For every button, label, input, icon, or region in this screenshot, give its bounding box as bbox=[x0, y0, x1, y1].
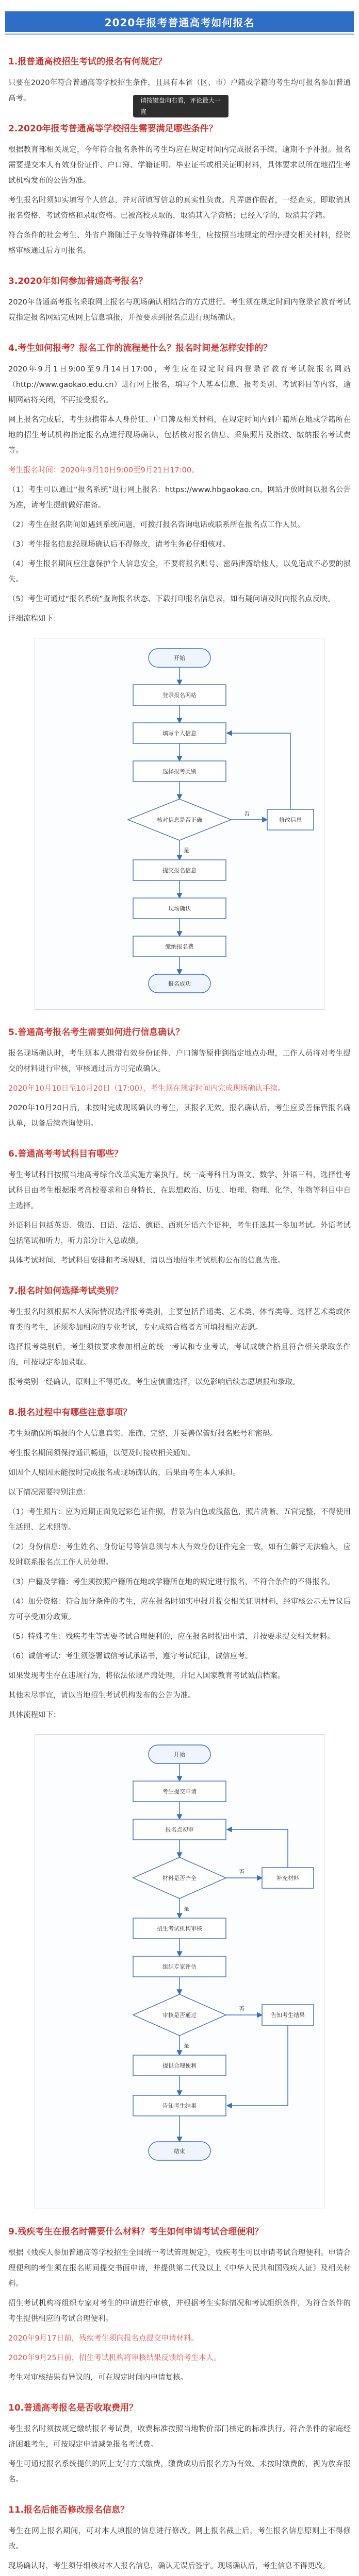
paragraph: 考生可通过报名系统提供的网上支付方式缴费，缴费成功后报名方为有效。未按时缴费的，视为放弃报名。 bbox=[8, 2460, 351, 2484]
paragraph: （1）考生可以通过“报名系统”进行网上报名：https://www.hbgaokao.cn，网站开放时间以报名公告为准，请考生提前做好准备。 bbox=[8, 486, 351, 510]
question-heading: 1.报普通高校招生考试的报名有何规定？ bbox=[8, 57, 167, 67]
flow-label: 提供合理便利 bbox=[162, 2062, 197, 2069]
flow-yes-label: 是 bbox=[184, 847, 189, 854]
paragraph: 符合条件的社会考生、外省户籍随迁子女等特殊群体考生，应按照当地规定的程序提交相关材料，经资格审核通过后方可报名。 bbox=[8, 231, 351, 255]
paragraph: 考生报名时须按规定缴纳报名考试费，收费标准按照当地物价部门核定的标准执行。符合条件的家庭经济困难考生，可按规定申请减免报名考试费。 bbox=[8, 2425, 351, 2449]
flow-label: 审核是否通过 bbox=[162, 2012, 197, 2019]
flow-label: 提交报名信息 bbox=[162, 867, 197, 874]
flow-label: 考生提交申请 bbox=[162, 1788, 197, 1795]
paragraph: （2）考生在报名期间如遇到系统问题，可拨打报名咨询电话或联系所在报名点工作人员。 bbox=[8, 521, 305, 529]
flowchart-svg bbox=[35, 638, 324, 1009]
paragraph: 2020年9月1日9:00至9月14日17:00，考生应在规定时间内登录省教育考试院报名网站（http://www.gaokao.edu.cn）进行网上报名，填写个人基本信息、报考类别、考试科目等内容，逾期网站将关闭，不再接受报名。 bbox=[8, 365, 351, 404]
highlight-paragraph: 2020年9月17日前，残疾考生须向报名点提交申请材料。 bbox=[8, 2334, 199, 2343]
flowchart-svg bbox=[35, 1735, 324, 2209]
flow-yes-label: 是 bbox=[184, 2042, 189, 2049]
question-heading: 6.普通高考考试科目有哪些？ bbox=[8, 1149, 123, 1159]
section-4 bbox=[8, 340, 351, 1010]
question-heading: 8.报名过程中有哪些注意事项？ bbox=[8, 1408, 132, 1418]
flow-no-label: 否 bbox=[239, 1869, 244, 1875]
article-body bbox=[0, 32, 359, 2576]
paragraph: 具体流程如下： bbox=[8, 1711, 61, 1719]
flow-label: 现场确认 bbox=[168, 905, 191, 912]
flow-label: 材料是否齐全 bbox=[162, 1875, 197, 1882]
flow-label: 修改信息 bbox=[279, 817, 302, 823]
section-6 bbox=[8, 1146, 351, 1268]
section-11 bbox=[8, 2502, 351, 2574]
flow-no-label: 否 bbox=[244, 810, 250, 817]
question-heading: 2.2020年报考普通高等学校招生需要满足哪些条件？ bbox=[8, 124, 218, 134]
flow-label: 开始 bbox=[174, 655, 185, 662]
flow-no-label: 否 bbox=[239, 2006, 244, 2012]
paragraph: 其他未尽事宜，请以当地招生考试机构发布的公告为准。 bbox=[8, 1691, 195, 1700]
paragraph: 详细流程如下： bbox=[8, 615, 61, 623]
paragraph: （4）加分资格：符合加分条件的考生，应在报名时如实申报并提交相关证明材料，经审核公示无异议后方可享受加分政策。 bbox=[8, 1598, 351, 1621]
paragraph: 招生考试机构将组织专家对考生的申请进行审核，并根据考生实际情况和考试组织条件，为符合条件的考生提供相应的考试合理便利。 bbox=[8, 2299, 351, 2323]
paragraph: 考生对审核结果有异议的，可在规定时间内申请复核。 bbox=[8, 2374, 188, 2382]
paragraph: 2020年普通高考报名采取网上报名与现场确认相结合的方式进行。考生须在规定时间内登录省教育考试院指定报名网站完成网上信息填报，并按要求到报名点进行现场确认。 bbox=[8, 298, 351, 322]
paragraph: （3）考生报名信息经现场确认后不得修改，请考生务必仔细核对。 bbox=[8, 540, 230, 549]
paragraph: 网上报名完成后，考生须携带本人身份证、户口簿及相关材料，在规定时间内到户籍所在地或学籍所在地的招生考试机构指定报名点进行现场确认，包括核对报名信息、采集照片及指纹、缴纳报名考试费等。 bbox=[8, 416, 351, 455]
paragraph: （5）考生可通过“报名系统”查询报名状态、下载打印报名信息表，如有疑问请及时向报名点反映。 bbox=[8, 595, 335, 603]
paragraph: 如果发现考生存在违规行为，将依法依规严肃处理，并记入国家教育考试诚信档案。 bbox=[8, 1672, 285, 1680]
paragraph: 根据教育部相关规定，今年符合报名条件的考生均应在规定时间内完成报名手续，逾期不予补报。报名需要提交本人有效身份证件、户口簿、学籍证明、毕业证书或相关证明材料，具体要求以所在地招生考试机构发布的公告为准。 bbox=[8, 146, 351, 185]
paragraph: 选择报考类别后，考生须按要求参加相应的统一考试和专业考试，考试成绩合格且符合相关录取条件的，可按规定参加录取。 bbox=[8, 1343, 351, 1367]
flow-label: 告知考生结果 bbox=[271, 2012, 305, 2019]
article-page bbox=[0, 11, 359, 2576]
flow-label: 告知考生结果 bbox=[162, 2103, 197, 2109]
paragraph: 以下情况需要特别注意： bbox=[8, 1488, 91, 1497]
paragraph: 具体考试时间、考试科目安排和考场规则，请以当地招生考试机构公布的信息为准。 bbox=[8, 1257, 285, 1265]
question-heading: 3.2020年如何参加普通高考报名？ bbox=[8, 276, 148, 286]
paragraph: （4）考生报名期间应注意保护个人信息安全，不要将报名账号、密码泄露给他人，以免造成不必要的损失。 bbox=[8, 560, 351, 584]
flow-label: 缴纳报名费 bbox=[165, 943, 194, 950]
flow-label: 组织专家评估 bbox=[162, 1963, 197, 1970]
registration-flowchart bbox=[35, 638, 324, 1010]
question-heading: 11.报名后能否修改报名信息？ bbox=[8, 2505, 129, 2515]
page-title: 2020年报考普通高考如何报名 bbox=[5, 11, 354, 32]
section-3 bbox=[8, 273, 351, 326]
paragraph: 2020年10月20日后，未按时完成现场确认的考生，其报名无效。报名确认后，考生应妥善保管报名确认单，以备后续查询使用。 bbox=[8, 1104, 351, 1128]
flow-label: 补充材料 bbox=[276, 1875, 299, 1882]
paragraph: 考生在网上报名期间，可对本人填报的信息进行修改。网上报名截止后，考生报名信息原则上不得修改。 bbox=[8, 2527, 351, 2551]
paragraph: 报名现场确认时，考生须本人携带有效身份证件、户口簿等原件到指定地点办理，工作人员将对考生提交的材料进行审核，审核通过后方可完成确认。 bbox=[8, 1049, 351, 1073]
paragraph: （2）身份信息：考生姓名、身份证号等信息须与本人有效身份证件完全一致，如有生僻字无法输入，应及时联系报名点工作人员处理。 bbox=[8, 1543, 351, 1567]
highlight-paragraph: 2020年9月25日前，招生考试机构将审核结果反馈给考生本人。 bbox=[8, 2354, 221, 2362]
paragraph: （6）诚信考试：考生须签署诚信考试承诺书，遵守考试纪律，诚信应考。 bbox=[8, 1652, 253, 1660]
paragraph: 考生须确保所填报的个人信息真实、准确、完整，并妥善保管好报名账号和密码。 bbox=[8, 1430, 278, 1438]
paragraph: 考生考试科目按照当地高考综合改革实施方案执行。统一高考科目为语文、数学、外语三科，选择性考试科目由考生根据报考高校要求和自身特长，在思想政治、历史、地理、物理、化学、生物等科目中自主选择。 bbox=[8, 1171, 351, 1210]
flow-yes-label: 是 bbox=[184, 1905, 189, 1912]
question-heading: 7.报名时如何选择考试类别？ bbox=[8, 1286, 123, 1296]
section-8 bbox=[8, 1404, 351, 2209]
section-9 bbox=[8, 2224, 351, 2385]
paragraph: 如因个人原因未能按时完成报名或现场确认的，后果由考生本人承担。 bbox=[8, 1469, 240, 1477]
flow-label: 报名成功 bbox=[168, 980, 191, 987]
flow-label: 报名点初审 bbox=[165, 1826, 194, 1833]
paragraph: 报考类别一经确认，原则上不得更改。考生应慎重选择，以免影响后续志愿填报和录取。 bbox=[8, 1378, 300, 1386]
question-heading: 9.残疾考生在报名时需要什么材料？考生如何申请考试合理便利？ bbox=[8, 2227, 264, 2237]
flow-label: 招生考试机构审核 bbox=[157, 1925, 202, 1932]
share-tooltip[interactable]: 请按键盘向右看，评论最大一直 bbox=[133, 95, 229, 117]
highlight-paragraph: 2020年10月10日至10月20日（17:00），考生须在规定时间内完成现场确认手续。 bbox=[8, 1084, 285, 1093]
flow-label: 结束 bbox=[174, 2148, 185, 2155]
section-5 bbox=[8, 1024, 351, 1131]
paragraph: 考生报名时须如实填写个人信息，并对所填写信息的真实性负责。凡弄虚作假者，一经查实，即取消其报名资格、考试资格和录取资格。已被高校录取的，取消其入学资格；已经入学的，取消其学籍。 bbox=[8, 196, 351, 220]
section-10 bbox=[8, 2400, 351, 2487]
highlight-paragraph: 考生报名时间：2020年9月10日9:00至9月21日17:00。 bbox=[8, 466, 199, 474]
accommodation-flowchart bbox=[35, 1734, 324, 2209]
paragraph: 外语科目包括英语、俄语、日语、法语、德语、西班牙语六个语种，考生任选其一参加考试。外语考试包括笔试和听力，听力部分计入总成绩。 bbox=[8, 1222, 351, 1245]
paragraph: 现场确认时，考生须仔细核对本人报名信息，确认无误后签字。现场确认后，考生信息不得更改。 bbox=[8, 2562, 330, 2570]
flow-label: 核对信息是否正确 bbox=[157, 817, 202, 823]
flow-label: 开始 bbox=[174, 1751, 185, 1758]
flow-label: 填写个人信息 bbox=[162, 730, 197, 737]
section-2 bbox=[8, 121, 351, 259]
paragraph: 根据《残疾人参加普通高等学校招生全国统一考试管理规定》，残疾考生可以申请考试合理便利。申请合理便利的考生须在报名期间提交书面申请，并提供第二代及以上《中华人民共和国残疾人证》及相关材料。 bbox=[8, 2249, 351, 2288]
paragraph: 考生报名期间须保持通讯畅通，以便及时接收相关通知。 bbox=[8, 1449, 195, 1458]
section-7 bbox=[8, 1283, 351, 1390]
flow-label: 选择报考类别 bbox=[162, 768, 197, 775]
paragraph: （1）考生照片：应为近期正面免冠彩色证件照，背景为白色或浅蓝色，照片清晰、五官完整，不得使用生活照、艺术照等。 bbox=[8, 1508, 351, 1532]
paragraph: 只要在2020年符合普通高等学校招生条件，且具有本省（区、市）户籍或学籍的考生均可报名参加普通高考。 bbox=[8, 79, 351, 103]
question-heading: 10.普通高考报名是否收取费用？ bbox=[8, 2403, 138, 2413]
paragraph: （3）户籍及学籍：考生须按照户籍所在地或学籍所在地的规定进行报名，不符合条件的不得报名。 bbox=[8, 1578, 335, 1586]
question-heading: 5.普通高考报名考生需要如何进行信息确认？ bbox=[8, 1027, 185, 1038]
flow-label: 登录报名网站 bbox=[162, 692, 197, 699]
question-heading: 4.考生如何报考？报名工作的流程是什么？报名时间是怎样安排的？ bbox=[8, 343, 272, 353]
paragraph: （5）特殊考生：残疾考生等需要考试合理便利的，应在报名时提出申请，并按要求提交相关材料。 bbox=[8, 1633, 335, 1641]
paragraph: 考生报名时须根据本人实际情况选择报考类别，主要包括普通类、艺术类、体育类等。选择艺术类或体育类的考生，还须参加相应的专业考试，专业成绩合格者方可填报相应志愿。 bbox=[8, 1308, 351, 1332]
